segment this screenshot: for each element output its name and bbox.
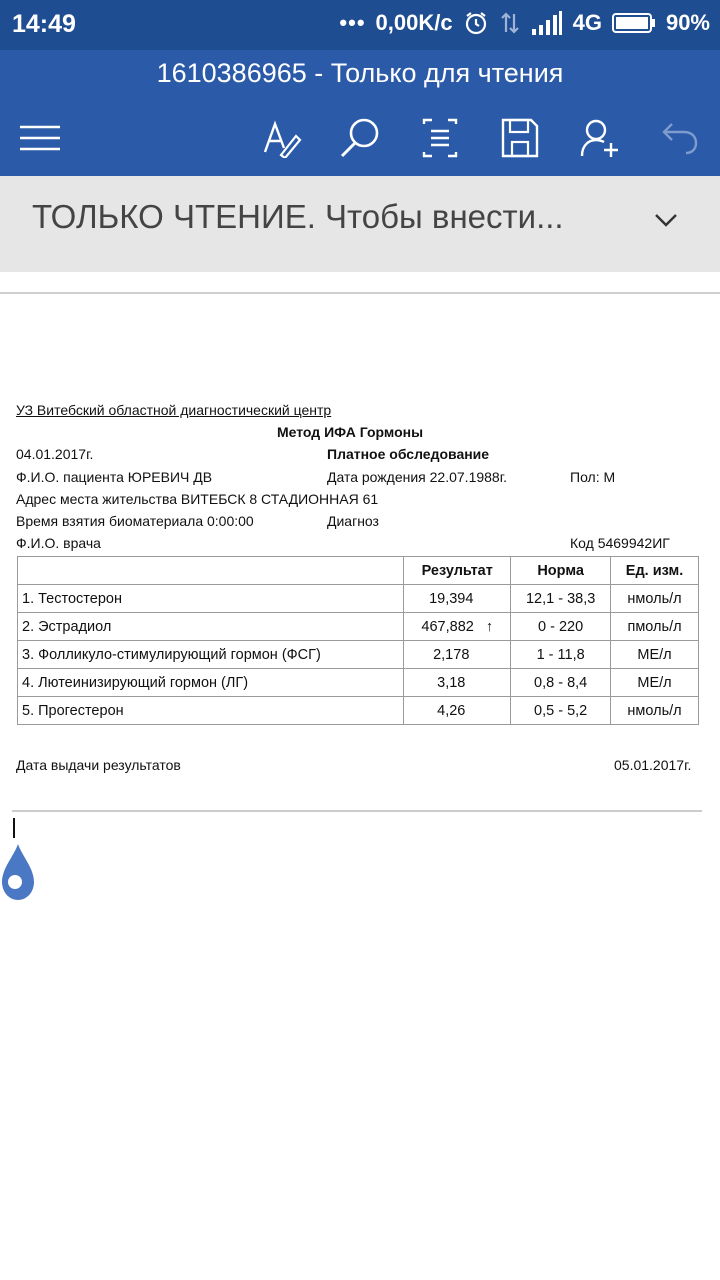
- undo-icon[interactable]: [652, 112, 708, 164]
- table-row: [18, 669, 699, 697]
- test-name: 2. Эстрадиол: [18, 613, 404, 641]
- table-row: [18, 585, 699, 613]
- sample-code: Код 5469942ИГ: [570, 535, 670, 551]
- diagnosis-label: Диагноз: [327, 513, 379, 529]
- test-norm: 0 - 220: [511, 613, 611, 641]
- test-name: 3. Фолликуло-стимулирующий гормон (ФСГ): [18, 641, 404, 669]
- method-heading: Метод ИФА Гормоны: [277, 424, 424, 440]
- document-title: 1610386965 - Только для чтения: [156, 58, 564, 88]
- report-date: 04.01.2017г.: [16, 446, 94, 462]
- table-header-cell: Результат: [404, 557, 511, 585]
- app-bar: [0, 50, 720, 176]
- network-type: 4G: [572, 10, 602, 35]
- birth-date: Дата рождения 22.07.1988г.: [327, 469, 508, 485]
- table-row: [18, 641, 699, 669]
- exam-type: Платное обследование: [327, 446, 490, 462]
- sample-time: Время взятия биоматериала 0:00:00: [16, 513, 254, 529]
- test-result: 19,394: [404, 585, 511, 613]
- test-norm: 0,5 - 5,2: [511, 697, 611, 725]
- more-notifications-icon: •••: [339, 10, 366, 35]
- share-person-icon[interactable]: [572, 112, 628, 164]
- table-header-cell: Ед. изм.: [611, 557, 699, 585]
- test-result: 4,26: [404, 697, 511, 725]
- table-header-cell: Норма: [511, 557, 611, 585]
- alarm-icon: [463, 10, 489, 36]
- menu-icon[interactable]: [12, 112, 68, 164]
- test-result: 3,18: [404, 669, 511, 697]
- status-bar: [0, 0, 720, 50]
- read-only-banner[interactable]: [0, 176, 720, 272]
- search-icon[interactable]: [332, 112, 388, 164]
- text-cursor: [13, 818, 15, 838]
- save-icon[interactable]: [492, 112, 548, 164]
- document-page: [0, 294, 720, 814]
- status-right: [339, 10, 710, 36]
- test-unit: МЕ/л: [611, 669, 699, 697]
- page-end-divider: [12, 810, 702, 812]
- network-speed: 0,00K/c: [375, 10, 453, 35]
- banner-text: ТОЛЬКО ЧТЕНИЕ. Чтобы внести...: [32, 198, 564, 235]
- organization-name: УЗ Витебский областной диагностический центр: [16, 402, 332, 418]
- test-name: 5. Прогестерон: [18, 697, 404, 725]
- data-transfer-icon: [499, 10, 521, 36]
- chevron-down-icon[interactable]: [654, 212, 678, 233]
- signal-icon: [531, 11, 563, 35]
- test-name: 1. Тестостерон: [18, 585, 404, 613]
- test-norm: 12,1 - 38,3: [511, 585, 611, 613]
- patient-sex: Пол: М: [570, 469, 616, 485]
- test-unit: нмоль/л: [611, 585, 699, 613]
- test-unit: МЕ/л: [611, 641, 699, 669]
- battery-icon: [612, 12, 656, 34]
- table-row: [18, 697, 699, 725]
- test-unit: пмоль/л: [611, 613, 699, 641]
- battery-percent: 90%: [665, 10, 710, 35]
- toolbar: [0, 112, 720, 164]
- issue-date: 05.01.2017г.: [614, 757, 692, 773]
- patient-name: Ф.И.О. пациента ЮРЕВИЧ ДВ: [16, 469, 213, 485]
- table-header-row: [18, 557, 699, 585]
- test-result: 467,882 ↑: [404, 613, 511, 641]
- table-header-cell: [18, 557, 404, 585]
- results-table: [17, 556, 699, 725]
- test-norm: 1 - 11,8: [511, 641, 611, 669]
- issue-date-label: Дата выдачи результатов: [16, 757, 181, 773]
- draw-icon[interactable]: [254, 112, 310, 164]
- test-norm: 0,8 - 8,4: [511, 669, 611, 697]
- status-time: 14:49: [12, 10, 76, 38]
- doctor-label: Ф.И.О. врача: [16, 535, 101, 551]
- test-unit: нмоль/л: [611, 697, 699, 725]
- test-name: 4. Лютеинизирующий гормон (ЛГ): [18, 669, 404, 697]
- test-result: 2,178: [404, 641, 511, 669]
- reading-view-icon[interactable]: [412, 112, 468, 164]
- selection-handle-icon[interactable]: [0, 842, 36, 907]
- table-row: [18, 613, 699, 641]
- patient-address: Адрес места жительства ВИТЕБСК 8 СТАДИОННАЯ 61: [16, 491, 379, 507]
- result-flag: ↑: [485, 618, 494, 635]
